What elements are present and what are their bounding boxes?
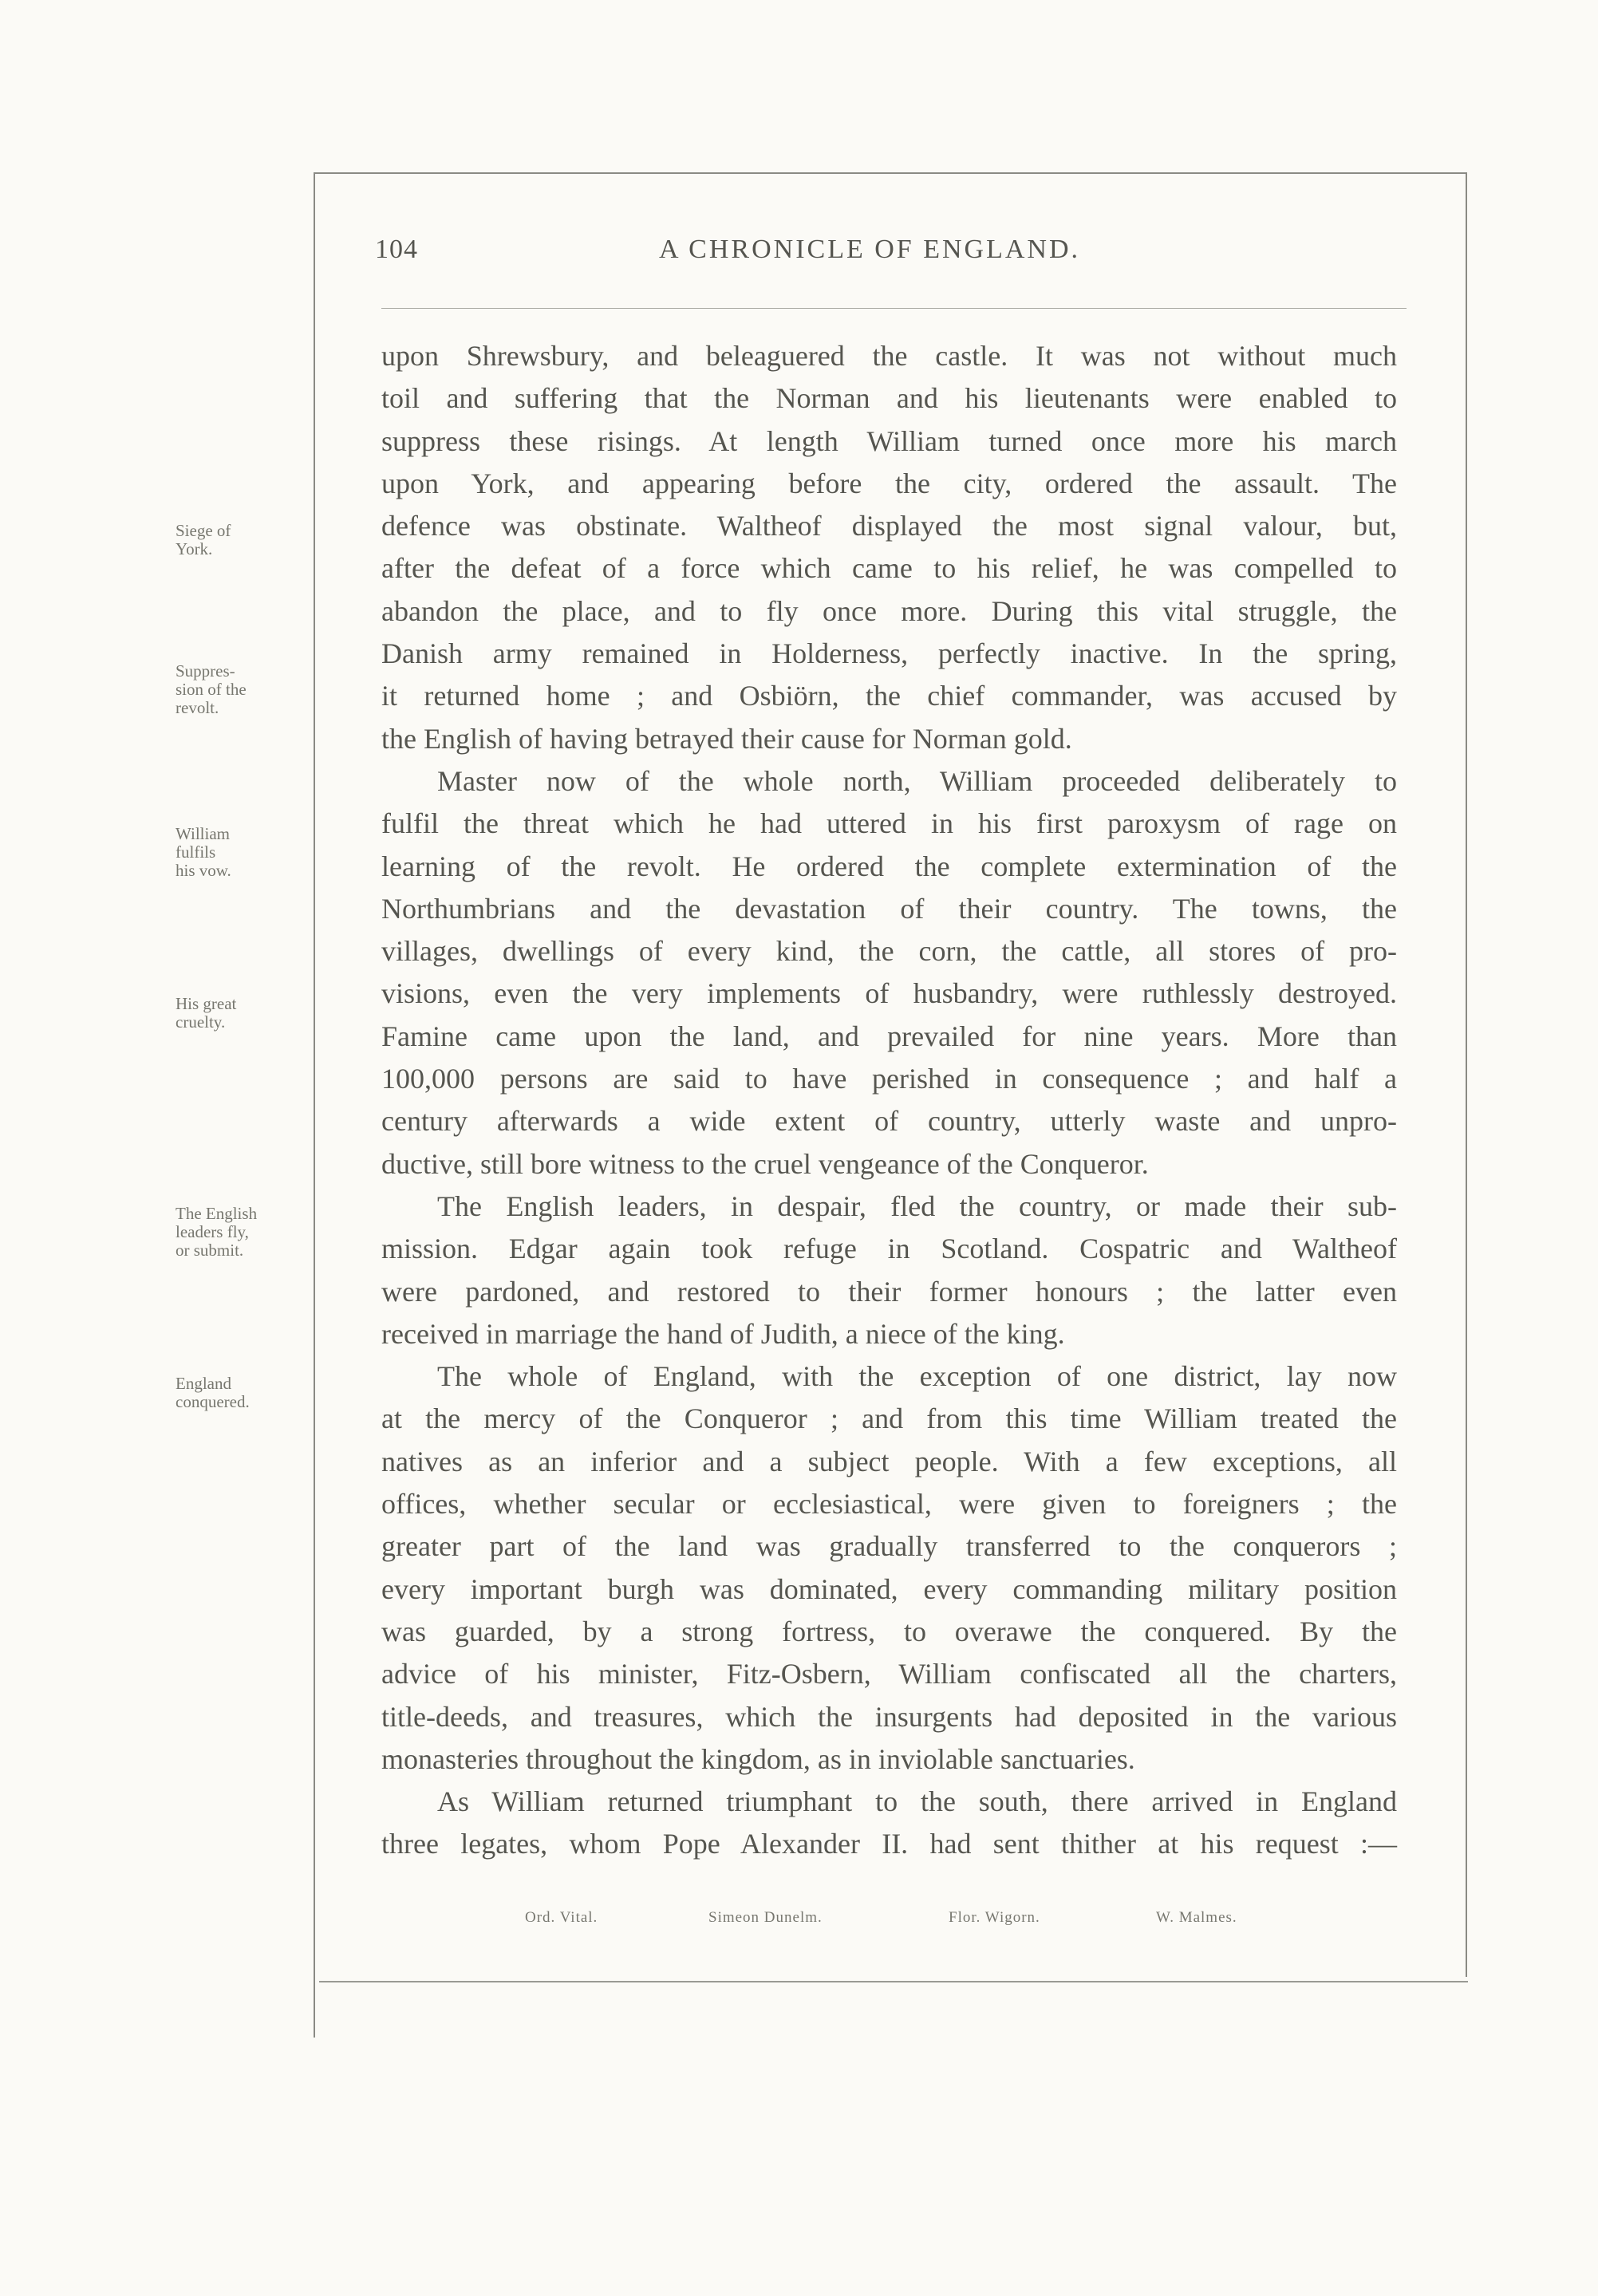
text-line: Danish army remained in Holderness, perfectly inactive. In the spring, <box>381 637 1397 670</box>
margin-note: England conquered. <box>176 1374 250 1411</box>
text-line: Northumbrians and the devastation of their country. The towns, the <box>381 892 1397 925</box>
text-line: 100,000 persons are said to have perished in consequence ; and half a <box>381 1063 1397 1095</box>
margin-note: Siege of York. <box>176 521 231 558</box>
text-line: three legates, whom Pope Alexander II. had sent thither at his request :— <box>381 1828 1397 1860</box>
running-title: A CHRONICLE OF ENGLAND. <box>659 235 1080 264</box>
text-line: was guarded, by a strong fortress, to overawe the conquered. By the <box>381 1615 1397 1647</box>
text-line: fulfil the threat which he had uttered in his first paroxysm of rage on <box>381 807 1397 840</box>
text-line: upon York, and appearing before the city, ordered the assault. The <box>381 467 1397 499</box>
text-line: century afterwards a wide extent of country, utterly waste and unpro- <box>381 1105 1397 1138</box>
text-line: greater part of the land was gradually transferred to the conquerors ; <box>381 1530 1397 1563</box>
text-line: suppress these risings. At length William turned once more his march <box>381 424 1397 457</box>
margin-note: The English leaders fly, or submit. <box>176 1204 258 1260</box>
text-line: villages, dwellings of every kind, the corn, the cattle, all stores of pro- <box>381 935 1397 968</box>
text-line: toil and suffering that the Norman and his lieutenants were enabled to <box>381 382 1397 415</box>
text-line: at the mercy of the Conqueror ; and from this time William treated the <box>381 1402 1397 1435</box>
text-line: monasteries throughout the kingdom, as in inviolable sanctuaries. <box>381 1742 1135 1775</box>
text-line: defence was obstinate. Waltheof displayed the most signal valour, but, <box>381 510 1397 542</box>
text-line: the English of having betrayed their cause for Norman gold. <box>381 722 1072 755</box>
text-line: The English leaders, in despair, fled the country, or made their sub- <box>437 1189 1397 1222</box>
text-line: every important burgh was dominated, every commanding military position <box>381 1572 1397 1605</box>
text-line: abandon the place, and to fly once more. During this vital struggle, the <box>381 594 1397 627</box>
footnote-citation: W. Malmes. <box>1156 1909 1237 1926</box>
text-line: after the defeat of a force which came to his relief, he was compelled to <box>381 552 1397 585</box>
text-line: it returned home ; and Osbiörn, the chief commander, was accused by <box>381 680 1397 712</box>
text-line: advice of his minister, Fitz-Osbern, William confiscated all the charters, <box>381 1658 1397 1690</box>
frame-right-rule <box>1466 172 1467 1977</box>
header-rule <box>381 308 1407 309</box>
text-line: mission. Edgar again took refuge in Scotland. Cospatric and Waltheof <box>381 1233 1397 1265</box>
text-line: visions, even the very implements of husbandry, were ruthlessly destroyed. <box>381 977 1397 1010</box>
footnote-citation: Simeon Dunelm. <box>708 1909 823 1926</box>
footnote-citation: Flor. Wigorn. <box>949 1909 1040 1926</box>
margin-note: William fulfils his vow. <box>176 824 231 880</box>
text-line: Famine came upon the land, and prevailed for nine years. More than <box>381 1020 1397 1052</box>
text-line: As William returned triumphant to the south, there arrived in England <box>437 1785 1397 1818</box>
text-line: ductive, still bore witness to the cruel vengeance of the Conqueror. <box>381 1147 1149 1180</box>
text-line: offices, whether secular or ecclesiastical, were given to foreigners ; the <box>381 1488 1397 1521</box>
text-line: were pardoned, and restored to their former honours ; the latter even <box>381 1275 1397 1308</box>
text-line: learning of the revolt. He ordered the complete extermination of the <box>381 850 1397 882</box>
text-line: Master now of the whole north, William proceeded deliberately to <box>437 764 1397 797</box>
text-line: upon Shrewsbury, and beleaguered the castle. It was not without much <box>381 340 1397 372</box>
margin-note: His great cruelty. <box>176 994 237 1032</box>
page-number: 104 <box>375 235 418 264</box>
text-line: The whole of England, with the exception of one district, lay now <box>437 1360 1397 1393</box>
frame-bottom-rule <box>319 1981 1468 1982</box>
body-text <box>381 335 1397 1866</box>
footnote-citation: Ord. Vital. <box>525 1909 598 1926</box>
frame-top-rule <box>314 172 1467 174</box>
text-line: title-deeds, and treasures, which the insurgents had deposited in the various <box>381 1700 1397 1733</box>
frame-left-rule <box>314 172 315 2038</box>
text-line: natives as an inferior and a subject people. With a few exceptions, all <box>381 1445 1397 1477</box>
margin-note: Suppres- sion of the revolt. <box>176 661 247 717</box>
text-line: received in marriage the hand of Judith, a niece of the king. <box>381 1317 1065 1350</box>
